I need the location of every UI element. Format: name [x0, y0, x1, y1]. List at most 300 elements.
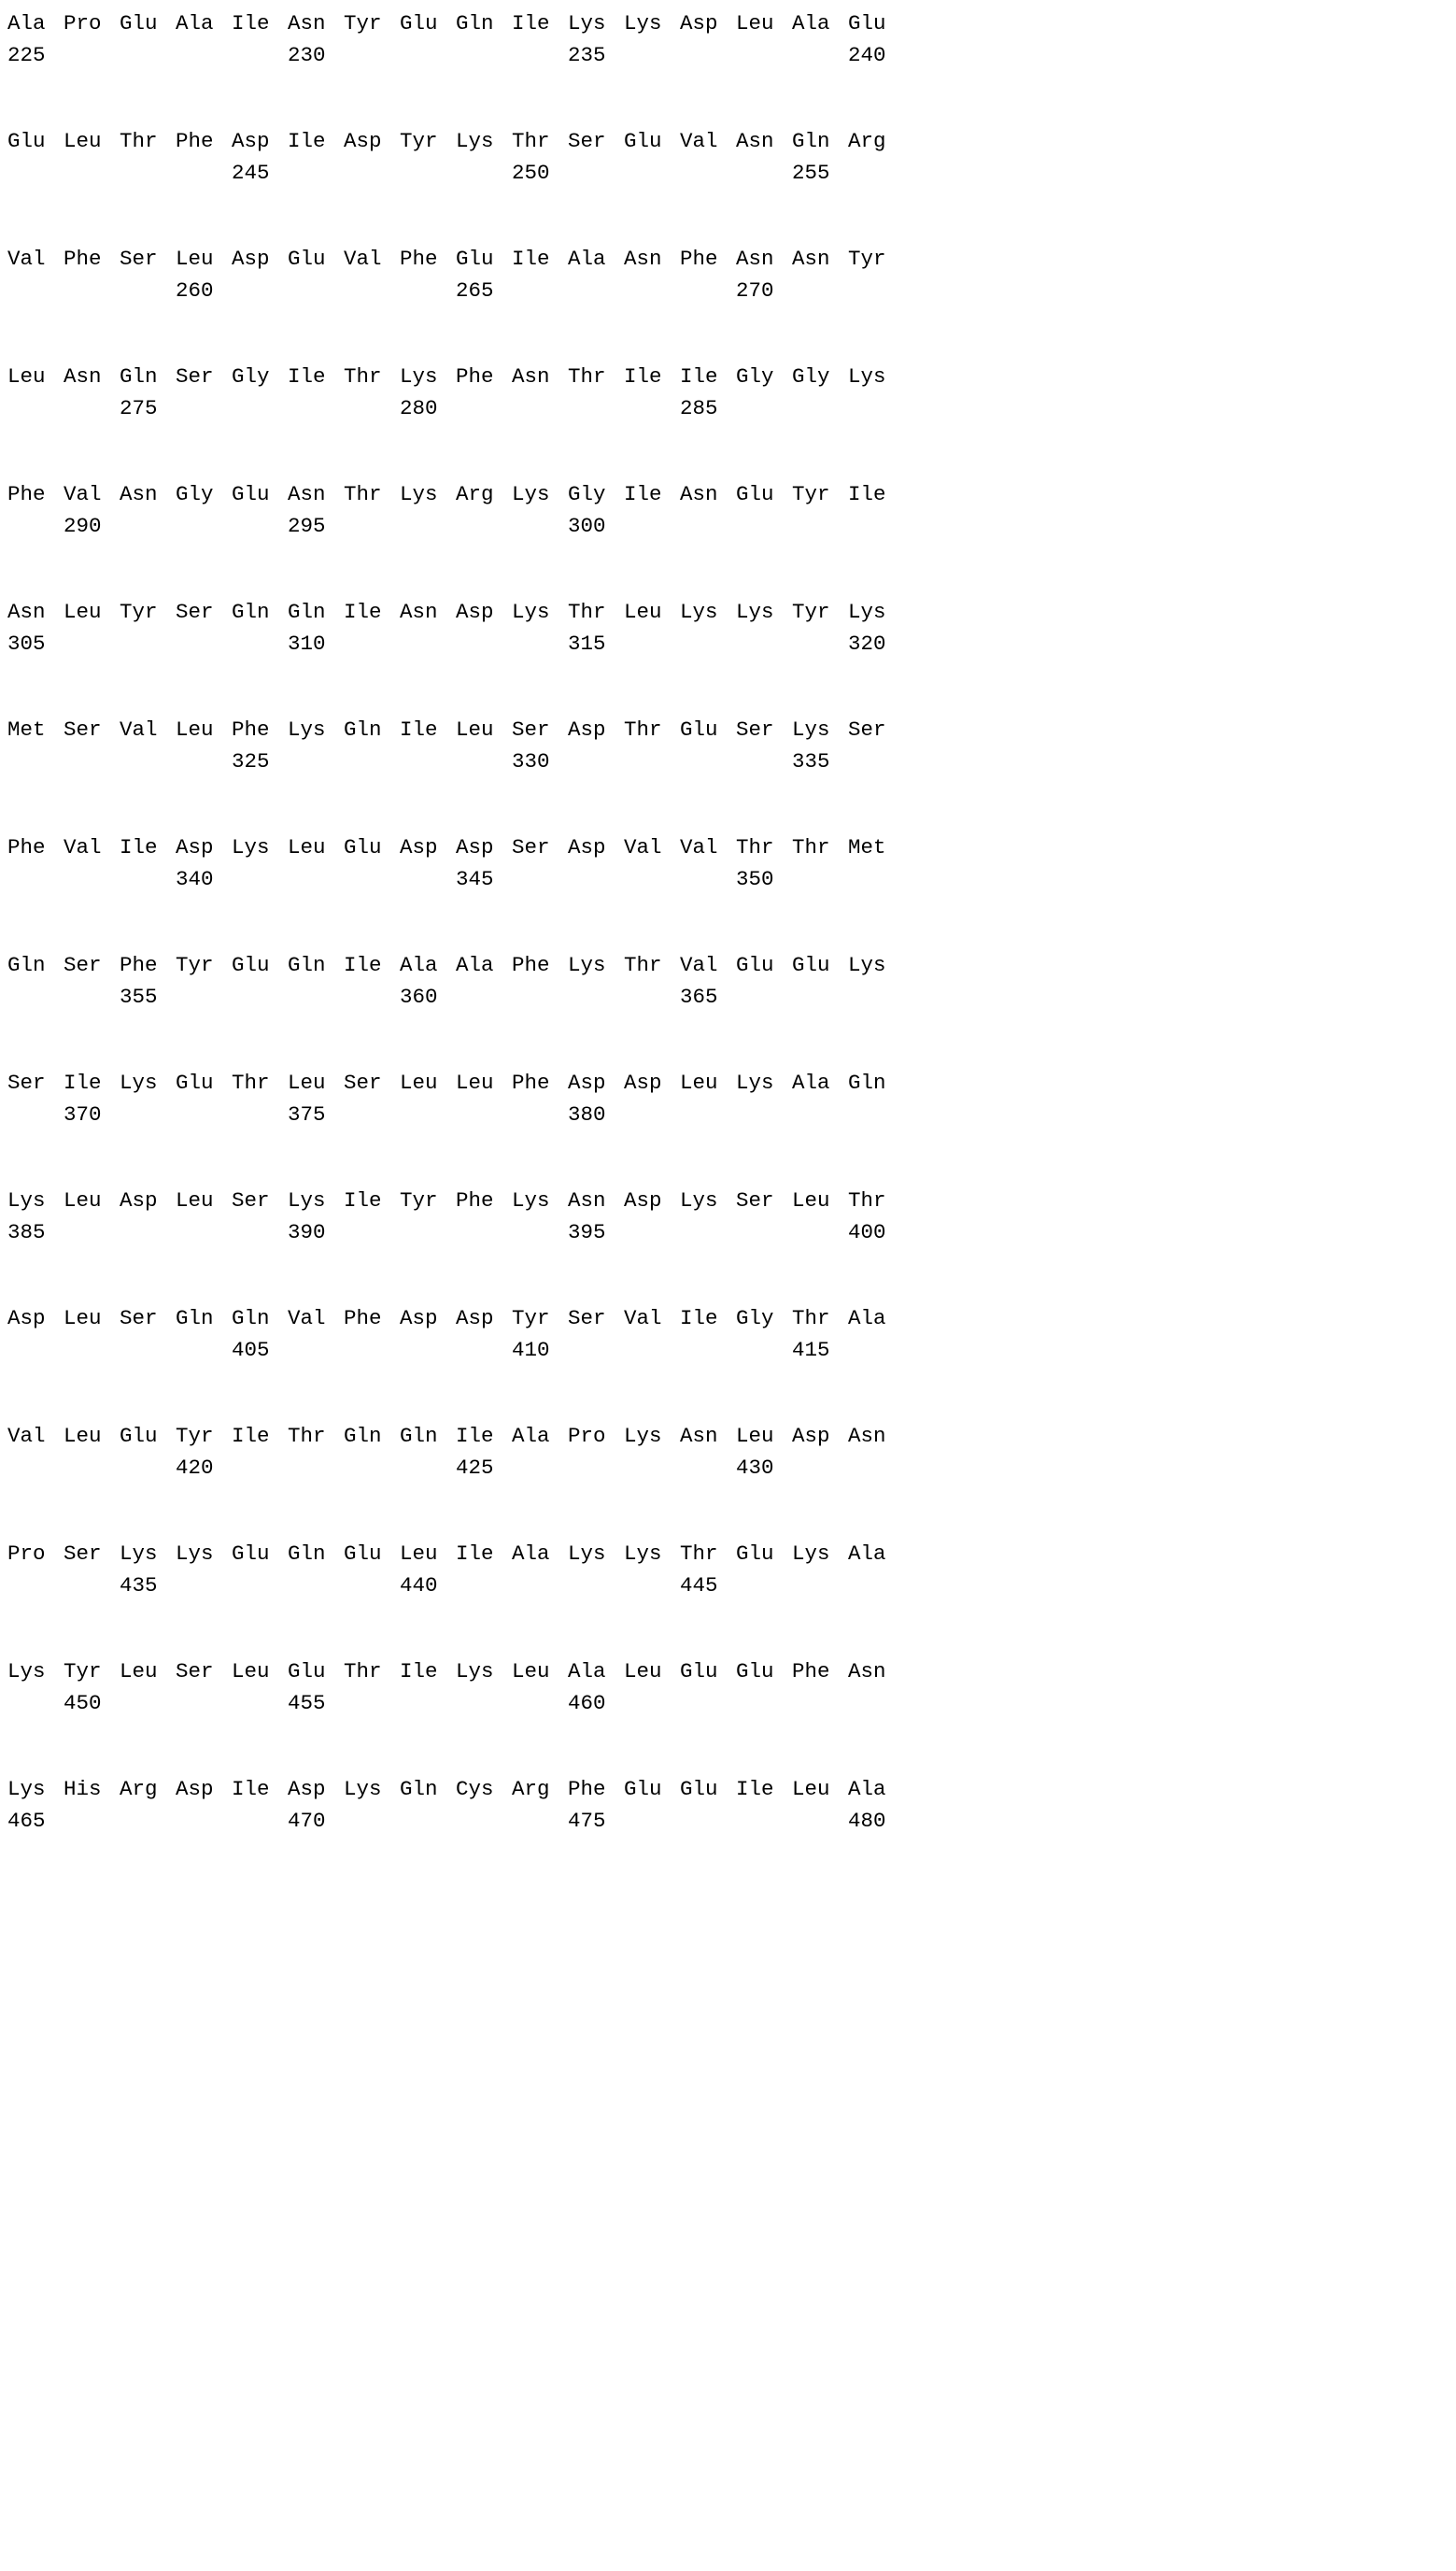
residue-number-cell [232, 510, 288, 542]
residue-number-cell: 395 [568, 1220, 606, 1244]
residue-number-cell [232, 628, 288, 660]
residue-cell: Phe [7, 482, 46, 506]
residue-number-cell [624, 1570, 680, 1601]
residue-number-cell: 430 [736, 1456, 774, 1480]
residue-number-row [7, 746, 1456, 777]
residue-cell: Gln [232, 600, 270, 624]
residue-cell: Asn [736, 247, 774, 271]
residue-number-cell [232, 275, 288, 306]
residue-cell: Glu [736, 1659, 774, 1683]
residue-cell: Thr [680, 1541, 718, 1566]
residue-number-cell [64, 392, 120, 424]
residue-row [7, 1773, 1456, 1805]
residue-number-cell: 435 [120, 1573, 158, 1598]
residue-cell: Glu [344, 835, 382, 859]
residue-number-cell [64, 1570, 120, 1601]
residue-number-cell [288, 1334, 344, 1366]
residue-number-cell: 445 [680, 1573, 718, 1598]
residue-number-cell [232, 1570, 288, 1601]
residue-number-cell [736, 157, 792, 189]
residue-number-cell [792, 1216, 848, 1248]
residue-row [7, 361, 1456, 392]
residue-cell: Leu [456, 717, 494, 742]
residue-number-cell [64, 863, 120, 895]
residue-cell: Lys [848, 953, 886, 977]
residue-number-cell [232, 1099, 288, 1130]
residue-cell: Glu [736, 953, 774, 977]
residue-number-cell [568, 1570, 624, 1601]
residue-number-cell [120, 863, 176, 895]
residue-cell: Lys [512, 1188, 550, 1213]
residue-cell: Leu [64, 600, 102, 624]
residue-number-cell: 270 [736, 278, 774, 303]
residue-number-cell [120, 1452, 176, 1484]
residue-number-cell [176, 39, 232, 71]
residue-cell: Lys [680, 1188, 718, 1213]
residue-number-cell: 475 [568, 1809, 606, 1833]
residue-number-cell [792, 39, 848, 71]
sequence-block [7, 1185, 1456, 1248]
residue-number-cell [848, 1334, 904, 1366]
residue-number-cell [120, 39, 176, 71]
residue-number-cell [176, 1687, 232, 1719]
residue-cell: Phe [512, 1071, 550, 1095]
residue-number-cell [176, 1216, 232, 1248]
residue-number-cell [568, 157, 624, 189]
residue-number-cell: 320 [848, 632, 886, 656]
residue-number-cell [512, 39, 568, 71]
residue-cell: Glu [120, 11, 158, 36]
residue-cell: Ile [344, 1188, 382, 1213]
sequence-block [7, 361, 1456, 424]
residue-cell: Glu [624, 129, 662, 153]
residue-number-cell [680, 275, 736, 306]
residue-number-cell [344, 1687, 400, 1719]
residue-number-cell [232, 1687, 288, 1719]
residue-cell: Leu [64, 1188, 102, 1213]
residue-number-cell: 315 [568, 632, 606, 656]
residue-cell: Ser [120, 1306, 158, 1330]
residue-cell: Thr [344, 482, 382, 506]
residue-cell: Leu [64, 129, 102, 153]
residue-cell: Glu [176, 1071, 214, 1095]
residue-number-row [7, 628, 1456, 660]
residue-number-cell [176, 1805, 232, 1837]
residue-number-cell [7, 746, 64, 777]
residue-number-cell: 350 [736, 867, 774, 891]
sequence-block [7, 1420, 1456, 1484]
sequence-block [7, 1067, 1456, 1130]
residue-number-cell [680, 1687, 736, 1719]
residue-cell: Gly [736, 364, 774, 389]
residue-cell: Lys [120, 1071, 158, 1095]
residue-number-cell [736, 981, 792, 1013]
residue-cell: Phe [456, 1188, 494, 1213]
residue-cell: Val [7, 1424, 46, 1448]
residue-number-row [7, 157, 1456, 189]
residue-cell: Asp [232, 247, 270, 271]
residue-number-cell: 375 [288, 1102, 326, 1127]
residue-number-cell [400, 1216, 456, 1248]
residue-cell: Leu [400, 1071, 438, 1095]
residue-cell: Thr [624, 953, 662, 977]
residue-row [7, 1067, 1456, 1099]
residue-cell: Lys [792, 717, 830, 742]
residue-cell: Leu [792, 1188, 830, 1213]
sequence-block [7, 1538, 1456, 1601]
sequence-block [7, 949, 1456, 1013]
residue-cell: Asp [400, 835, 438, 859]
residue-number-cell [176, 510, 232, 542]
residue-number-cell [624, 157, 680, 189]
residue-number-cell [400, 1452, 456, 1484]
residue-cell: Gln [288, 953, 326, 977]
residue-cell: Leu [176, 717, 214, 742]
residue-number-cell: 460 [568, 1691, 606, 1715]
residue-number-cell: 425 [456, 1456, 494, 1480]
residue-number-cell [624, 1216, 680, 1248]
residue-cell: Leu [400, 1541, 438, 1566]
residue-number-cell [120, 157, 176, 189]
residue-cell: Asp [288, 1777, 326, 1801]
residue-cell: Glu [680, 1659, 718, 1683]
residue-number-cell [792, 275, 848, 306]
residue-cell: Lys [568, 953, 606, 977]
residue-cell: Gln [400, 1424, 438, 1448]
residue-number-cell: 405 [232, 1338, 270, 1362]
residue-cell: Asp [624, 1071, 662, 1095]
residue-cell: Tyr [400, 129, 438, 153]
residue-cell: Val [624, 1306, 662, 1330]
residue-row [7, 7, 1456, 39]
residue-cell: Leu [288, 1071, 326, 1095]
residue-number-cell [848, 392, 904, 424]
residue-cell: Ser [344, 1071, 382, 1095]
residue-cell: Ser [64, 1541, 102, 1566]
residue-number-cell [7, 157, 64, 189]
residue-cell: Asp [568, 1071, 606, 1095]
residue-cell: Leu [736, 11, 774, 36]
residue-number-row [7, 1334, 1456, 1366]
residue-number-cell [512, 1687, 568, 1719]
residue-number-cell: 225 [7, 43, 46, 67]
residue-number-cell [568, 1334, 624, 1366]
residue-cell: Phe [456, 364, 494, 389]
residue-number-cell [7, 275, 64, 306]
residue-number-cell [512, 1099, 568, 1130]
residue-cell: Leu [64, 1306, 102, 1330]
residue-cell: Ile [512, 11, 550, 36]
residue-number-cell [736, 39, 792, 71]
residue-cell: Val [64, 835, 102, 859]
residue-number-cell: 400 [848, 1220, 886, 1244]
residue-number-cell [288, 746, 344, 777]
residue-number-cell [344, 1805, 400, 1837]
residue-cell: Asp [232, 129, 270, 153]
residue-cell: Ser [512, 717, 550, 742]
residue-cell: Ser [64, 953, 102, 977]
sequence-block [7, 1655, 1456, 1719]
residue-cell: Glu [232, 482, 270, 506]
residue-cell: Asn [288, 482, 326, 506]
residue-number-cell [680, 1334, 736, 1366]
residue-number-cell [512, 863, 568, 895]
residue-cell: Gln [344, 1424, 382, 1448]
residue-number-cell [680, 1452, 736, 1484]
residue-cell: Leu [7, 364, 46, 389]
residue-number-cell [568, 746, 624, 777]
residue-cell: Tyr [344, 11, 382, 36]
residue-cell: Glu [736, 482, 774, 506]
residue-number-cell [400, 863, 456, 895]
residue-number-cell [624, 392, 680, 424]
residue-cell: Asn [736, 129, 774, 153]
residue-number-cell: 410 [512, 1338, 550, 1362]
residue-cell: Gln [344, 717, 382, 742]
residue-number-cell [120, 1099, 176, 1130]
residue-cell: Val [680, 835, 718, 859]
residue-number-cell [512, 1452, 568, 1484]
residue-number-cell: 480 [848, 1809, 886, 1833]
residue-cell: Asn [7, 600, 46, 624]
residue-cell: Asp [400, 1306, 438, 1330]
residue-cell: Asp [344, 129, 382, 153]
residue-number-cell [64, 1805, 120, 1837]
residue-number-cell [848, 1687, 904, 1719]
residue-cell: Leu [792, 1777, 830, 1801]
residue-number-row [7, 1452, 1456, 1484]
residue-number-cell: 345 [456, 867, 494, 891]
residue-cell: Phe [400, 247, 438, 271]
residue-cell: Lys [848, 600, 886, 624]
residue-number-cell: 370 [64, 1102, 102, 1127]
residue-cell: Thr [344, 1659, 382, 1683]
residue-cell: Thr [624, 717, 662, 742]
residue-number-cell [792, 981, 848, 1013]
residue-cell: Lys [232, 835, 270, 859]
residue-number-cell [624, 746, 680, 777]
residue-cell: Asp [7, 1306, 46, 1330]
residue-cell: Ile [64, 1071, 102, 1095]
residue-number-cell [400, 39, 456, 71]
residue-cell: Phe [344, 1306, 382, 1330]
residue-cell: Gln [120, 364, 158, 389]
residue-number-cell [120, 628, 176, 660]
residue-number-cell [792, 510, 848, 542]
residue-number-cell: 470 [288, 1809, 326, 1833]
residue-number-cell: 355 [120, 985, 158, 1009]
residue-row [7, 1538, 1456, 1570]
residue-cell: Lys [512, 482, 550, 506]
residue-cell: Ala [848, 1541, 886, 1566]
residue-cell: Val [344, 247, 382, 271]
residue-cell: Ile [288, 364, 326, 389]
residue-number-cell [568, 981, 624, 1013]
residue-cell: Glu [680, 717, 718, 742]
residue-number-cell [680, 863, 736, 895]
residue-cell: Glu [7, 129, 46, 153]
residue-row [7, 1302, 1456, 1334]
residue-number-cell [232, 39, 288, 71]
residue-number-cell [344, 863, 400, 895]
residue-number-cell [624, 1334, 680, 1366]
sequence-block [7, 596, 1456, 660]
residue-number-cell [400, 628, 456, 660]
residue-row [7, 478, 1456, 510]
residue-cell: Thr [848, 1188, 886, 1213]
residue-cell: Ala [456, 953, 494, 977]
residue-cell: Leu [624, 1659, 662, 1683]
residue-number-cell [456, 1687, 512, 1719]
residue-number-cell [64, 275, 120, 306]
residue-number-cell [288, 275, 344, 306]
residue-number-cell [848, 746, 904, 777]
residue-cell: Ala [792, 11, 830, 36]
residue-cell: Pro [64, 11, 102, 36]
residue-cell: Ile [456, 1424, 494, 1448]
residue-number-cell [624, 39, 680, 71]
residue-number-cell: 305 [7, 632, 46, 656]
residue-number-cell [848, 510, 904, 542]
residue-number-cell: 440 [400, 1573, 438, 1598]
residue-cell: Ser [568, 1306, 606, 1330]
residue-number-cell [344, 275, 400, 306]
residue-number-cell: 385 [7, 1220, 46, 1244]
residue-number-cell [400, 1099, 456, 1130]
residue-cell: Thr [120, 129, 158, 153]
residue-cell: Phe [792, 1659, 830, 1683]
residue-cell: Val [680, 129, 718, 153]
residue-number-cell [736, 1334, 792, 1366]
residue-number-cell: 300 [568, 514, 606, 538]
residue-number-cell [64, 1334, 120, 1366]
residue-row [7, 714, 1456, 746]
residue-cell: Glu [344, 1541, 382, 1566]
residue-cell: Ala [568, 247, 606, 271]
residue-number-cell [512, 1570, 568, 1601]
residue-number-cell [344, 628, 400, 660]
residue-number-cell: 465 [7, 1809, 46, 1833]
residue-number-cell [7, 981, 64, 1013]
residue-cell: Lys [568, 11, 606, 36]
residue-number-cell [400, 275, 456, 306]
residue-cell: Glu [288, 1659, 326, 1683]
residue-cell: Glu [232, 1541, 270, 1566]
residue-number-cell [624, 1805, 680, 1837]
residue-number-cell [64, 746, 120, 777]
residue-number-cell [736, 746, 792, 777]
residue-cell: Tyr [120, 600, 158, 624]
residue-number-cell [288, 863, 344, 895]
residue-cell: Ser [7, 1071, 46, 1095]
residue-cell: Phe [64, 247, 102, 271]
residue-cell: Met [7, 717, 46, 742]
residue-cell: Gly [568, 482, 606, 506]
residue-number-cell [400, 746, 456, 777]
residue-cell: Ile [400, 1659, 438, 1683]
residue-cell: Lys [792, 1541, 830, 1566]
sequence-block [7, 125, 1456, 189]
residue-number-cell [7, 1570, 64, 1601]
residue-cell: Ile [624, 364, 662, 389]
residue-number-cell [568, 863, 624, 895]
residue-cell: Thr [512, 129, 550, 153]
residue-number-cell [344, 1216, 400, 1248]
residue-cell: Glu [624, 1777, 662, 1801]
residue-cell: Lys [680, 600, 718, 624]
residue-cell: Asp [792, 1424, 830, 1448]
residue-cell: Leu [680, 1071, 718, 1095]
residue-cell: Asn [680, 482, 718, 506]
residue-cell: Ala [7, 11, 46, 36]
residue-number-cell [64, 628, 120, 660]
residue-number-cell [456, 510, 512, 542]
residue-cell: Glu [792, 953, 830, 977]
residue-number-cell [736, 392, 792, 424]
residue-number-cell: 420 [176, 1456, 214, 1480]
residue-number-row [7, 510, 1456, 542]
residue-cell: Val [120, 717, 158, 742]
residue-row [7, 1420, 1456, 1452]
residue-cell: Gln [792, 129, 830, 153]
residue-cell: Asn [400, 600, 438, 624]
residue-number-cell [568, 275, 624, 306]
residue-number-cell: 240 [848, 43, 886, 67]
residue-cell: Ile [232, 11, 270, 36]
residue-number-cell [176, 746, 232, 777]
residue-cell: Glu [680, 1777, 718, 1801]
residue-cell: Gln [400, 1777, 438, 1801]
residue-cell: Tyr [176, 1424, 214, 1448]
residue-cell: Lys [288, 717, 326, 742]
residue-cell: Asn [288, 11, 326, 36]
residue-number-cell [232, 1805, 288, 1837]
residue-cell: Phe [120, 953, 158, 977]
residue-cell: Leu [624, 600, 662, 624]
residue-number-cell [288, 1570, 344, 1601]
residue-cell: Ser [64, 717, 102, 742]
residue-number-cell [120, 746, 176, 777]
residue-cell: Ile [120, 835, 158, 859]
residue-number-cell: 275 [120, 396, 158, 420]
residue-cell: Leu [176, 1188, 214, 1213]
residue-number-cell [232, 863, 288, 895]
residue-number-cell [344, 981, 400, 1013]
residue-cell: Leu [64, 1424, 102, 1448]
sequence-block [7, 1773, 1456, 1837]
residue-number-cell [624, 1452, 680, 1484]
residue-number-cell [400, 510, 456, 542]
residue-number-cell [176, 1570, 232, 1601]
residue-cell: Tyr [176, 953, 214, 977]
residue-number-cell [7, 1687, 64, 1719]
residue-cell: Lys [568, 1541, 606, 1566]
residue-number-cell [512, 1216, 568, 1248]
residue-number-cell [792, 1570, 848, 1601]
residue-cell: Thr [232, 1071, 270, 1095]
residue-number-cell [344, 39, 400, 71]
residue-number-cell [120, 1216, 176, 1248]
residue-cell: Val [624, 835, 662, 859]
residue-number-cell [680, 1216, 736, 1248]
residue-number-cell [456, 981, 512, 1013]
residue-cell: Tyr [400, 1188, 438, 1213]
residue-number-cell [232, 1452, 288, 1484]
residue-cell: Ser [736, 717, 774, 742]
residue-number-row [7, 39, 1456, 71]
sequence-block [7, 7, 1456, 71]
residue-number-cell [568, 1452, 624, 1484]
